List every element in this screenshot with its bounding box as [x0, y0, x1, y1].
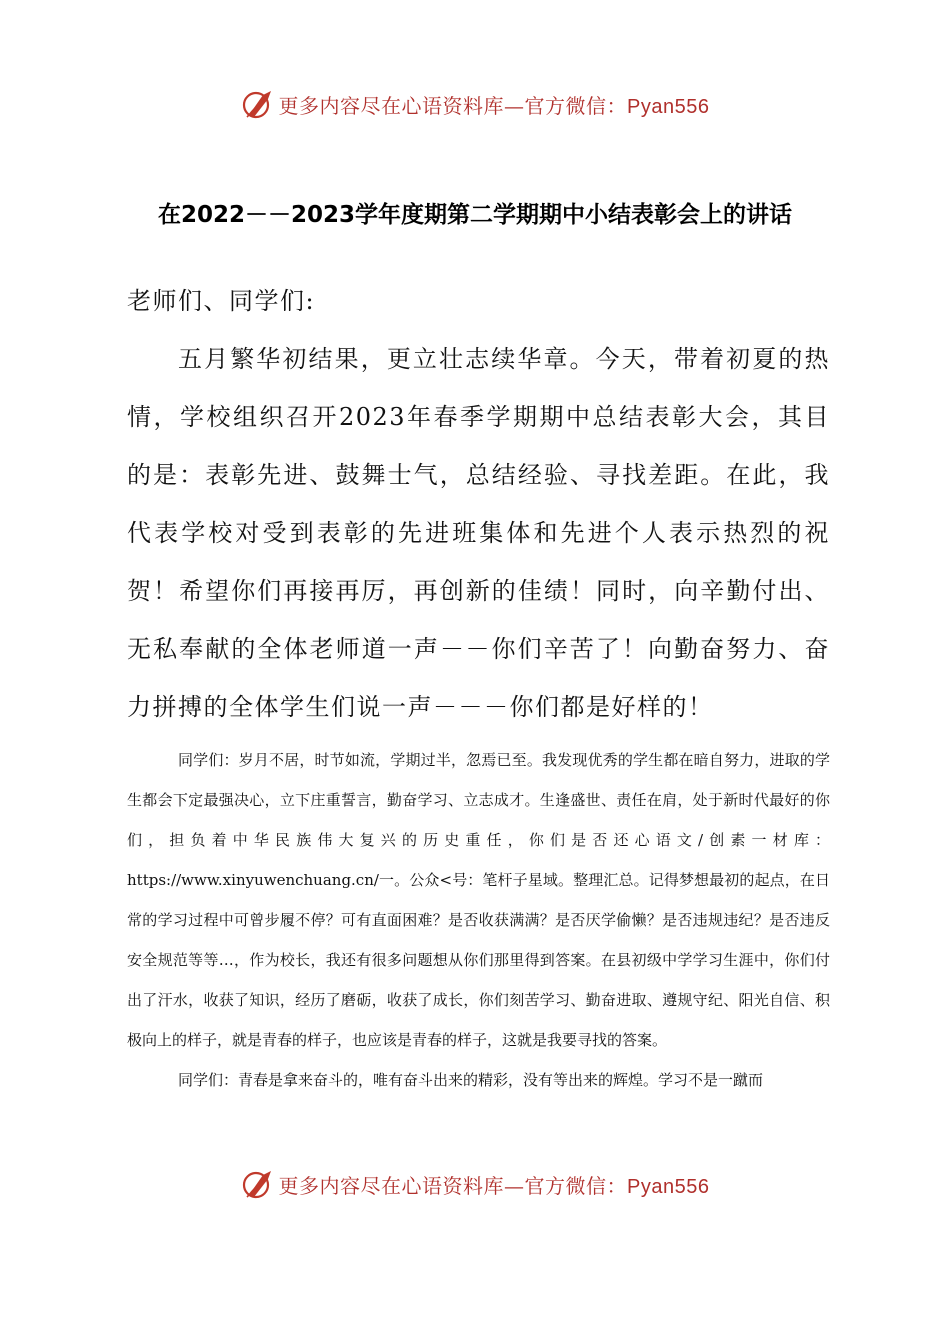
- header-banner-text: 更多内容尽在心语资料库—官方微信：Pyan556: [278, 93, 710, 118]
- salutation: 老师们、同学们:: [127, 287, 316, 315]
- pen-logo-icon: [241, 1167, 275, 1201]
- wechat-id: Pyan556: [627, 95, 710, 118]
- footer-banner-text: 更多内容尽在心语资料库—官方微信：Pyan556: [278, 1173, 710, 1198]
- header-banner: [0, 84, 950, 124]
- speech-large-text: [127, 272, 830, 736]
- document-title: 在2022－－2023学年度期第二学期期中小结表彰会上的讲话: [157, 202, 793, 228]
- speech-body-text: [127, 740, 830, 1100]
- footer-banner: [0, 1164, 950, 1204]
- paragraph-students-2: 同学们：青春是拿来奋斗的，唯有奋斗出来的精彩，没有等出来的辉煌。学习不是一蹴而: [178, 1071, 764, 1089]
- pen-logo-icon: [241, 87, 275, 121]
- paragraph-students-1: 同学们：岁月不居，时节如流，学期过半，忽焉已至。我发现优秀的学生都在暗自努力，进取的学生都会下定最强决心，立下庄重誓言，勤奋学习、立志成才。生逢盛世、责任在肩，处于新时代最好的你们，担负着中华民族伟大复兴的历史重任，你们是否还心语文/创素一材库：https://www.xinyuwenchuang.cn/一。公众<号：笔杆子星域。整理汇总。记得梦想最初的起点，在日常的学习过程中可曾步履不停？可有直面困难？是否收获满满？是否厌学偷懒？是否违规违纪？是否违反安全规范等等…，作为校长，我还有很多问题想从你们那里得到答案。在县初级中学学习生涯中，你们付出了汗水，收获了知识，经历了磨砺，收获了成长，你们刻苦学习、勤奋进取、遵规守纪、阳光自信、积极向上的样子，就是青春的样子，也应该是青春的样子，这就是我要寻找的答案。: [127, 751, 830, 1049]
- wechat-id: Pyan556: [627, 1175, 710, 1198]
- paragraph-opening: 五月繁华初结果，更立壮志续华章。今天，带着初夏的热情，学校组织召开2023年春季学期期中总结表彰大会，其目的是：表彰先进、鼓舞士气，总结经验、寻找差距。在此，我代表学校对受到表彰的先进班集体和先进个人表示热烈的祝贺！希望你们再接再厉，再创新的佳绩！同时，向辛勤付出、无私奉献的全体老师道一声－－你们辛苦了！向勤奋努力、奋力拼搏的全体学生们说一声－－－你们都是好样的！: [127, 345, 830, 721]
